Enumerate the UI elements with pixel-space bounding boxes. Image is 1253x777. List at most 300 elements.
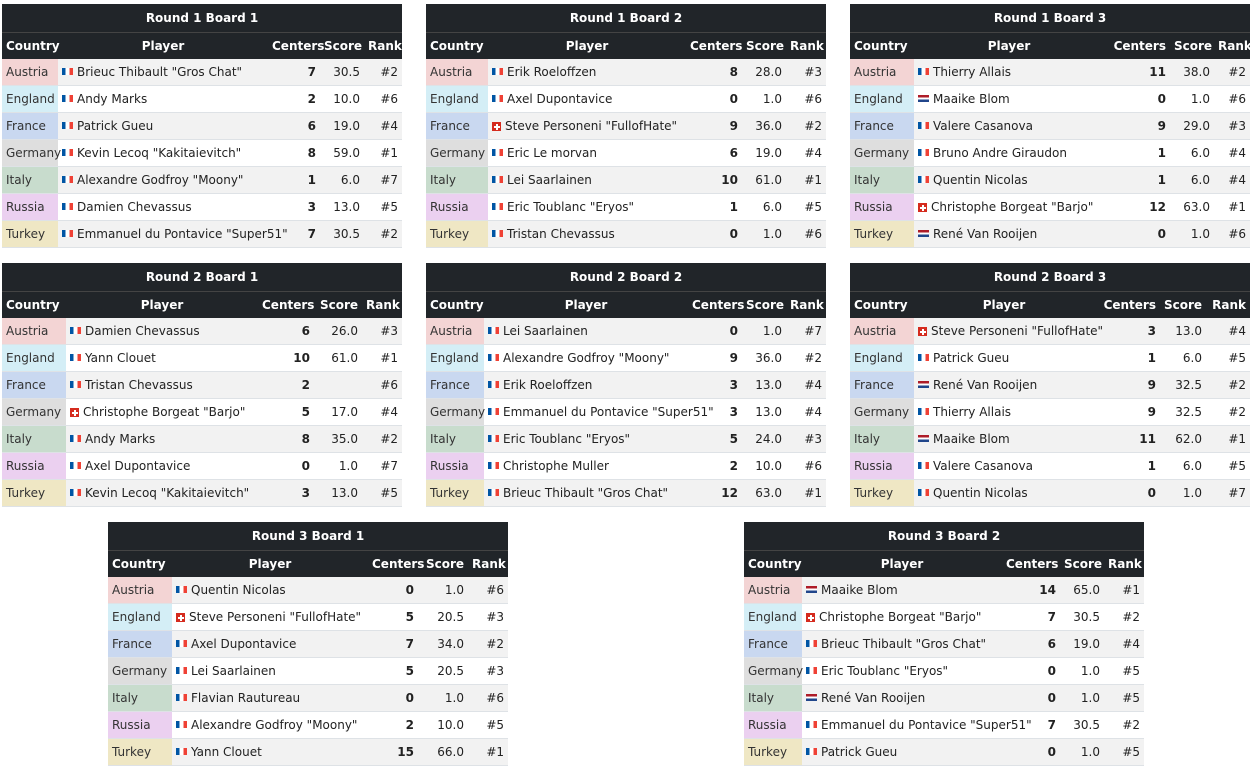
country-cell: Germany (2, 140, 58, 167)
column-header-country[interactable]: Country (108, 551, 172, 578)
score-cell: 66.0 (418, 739, 468, 766)
player-cell[interactable] (58, 113, 268, 140)
player-name[interactable]: Alexandre Godfroy "Moony" (191, 718, 358, 732)
centers-cell: 3 (688, 399, 742, 426)
score-cell: 26.0 (314, 318, 362, 345)
centers-cell: 5 (368, 604, 418, 631)
centers-cell: 3 (688, 372, 742, 399)
centers-cell: 10 (686, 167, 742, 194)
column-header-score[interactable]: Score (1170, 33, 1214, 60)
player-cell[interactable] (66, 345, 258, 372)
score-cell: 32.5 (1160, 399, 1206, 426)
column-header-centers[interactable]: Centers (688, 292, 742, 319)
column-header-player[interactable]: Player (172, 551, 368, 578)
rank-cell: #1 (364, 140, 402, 167)
rank-cell: #4 (1104, 631, 1144, 658)
centers-cell: 11 (1094, 426, 1160, 453)
rank-cell: #5 (1104, 739, 1144, 766)
player-cell[interactable] (488, 167, 686, 194)
rank-cell: #2 (1104, 712, 1144, 739)
score-cell: 6.0 (1170, 167, 1214, 194)
column-header-score[interactable]: Score (742, 33, 786, 60)
player-name[interactable]: Eric Le morvan (507, 146, 597, 160)
player-name[interactable]: Kevin Lecoq "Kakitaievitch" (77, 146, 242, 160)
column-header-rank[interactable]: Rank (1214, 33, 1250, 60)
player-name[interactable]: Tristan Chevassus (85, 378, 193, 392)
column-header-rank[interactable]: Rank (364, 33, 402, 60)
player-cell[interactable] (488, 86, 686, 113)
table-row (108, 712, 508, 739)
column-header-centers[interactable]: Centers (258, 292, 314, 319)
player-name[interactable]: Christophe Borgeat "Barjo" (931, 200, 1094, 214)
player-name[interactable]: René Van Rooijen (933, 378, 1038, 392)
player-name[interactable]: Axel Dupontavice (85, 459, 191, 473)
player-cell[interactable] (66, 426, 258, 453)
column-header-country[interactable]: Country (426, 292, 484, 319)
score-cell: 13.0 (1160, 318, 1206, 345)
player-name[interactable]: Tristan Chevassus (507, 227, 615, 241)
player-name[interactable]: Erik Roeloffzen (507, 65, 597, 79)
player-name[interactable]: Christophe Borgeat "Barjo" (819, 610, 982, 624)
player-name[interactable]: Christophe Muller (503, 459, 609, 473)
player-name[interactable]: Yann Clouet (85, 351, 156, 365)
country-cell: Germany (426, 140, 488, 167)
rank-cell: #3 (468, 658, 508, 685)
country-cell: Austria (850, 59, 914, 86)
player-name[interactable]: Valere Casanova (933, 459, 1033, 473)
score-cell: 6.0 (1160, 453, 1206, 480)
country-cell: Turkey (108, 739, 172, 766)
column-header-player[interactable]: Player (66, 292, 258, 319)
player-name[interactable]: Erik Roeloffzen (503, 378, 593, 392)
table-row (2, 140, 402, 167)
country-cell: France (850, 113, 914, 140)
player-cell[interactable] (914, 194, 1104, 221)
score-cell: 1.0 (742, 221, 786, 248)
score-cell: 10.0 (320, 86, 364, 113)
rank-cell: #1 (786, 480, 826, 507)
column-header-rank[interactable]: Rank (786, 292, 826, 319)
score-cell: 6.0 (1170, 140, 1214, 167)
flag-nl-icon (918, 381, 929, 388)
player-cell[interactable] (484, 318, 688, 345)
column-header-country[interactable]: Country (744, 551, 802, 578)
player-cell[interactable] (914, 426, 1094, 453)
flag-fr-icon (176, 721, 187, 728)
player-name[interactable]: Quentin Nicolas (933, 486, 1028, 500)
score-cell: 1.0 (1170, 221, 1214, 248)
board-title: Round 3 Board 1 (108, 522, 508, 551)
rank-cell: #7 (364, 167, 402, 194)
player-name[interactable]: Quentin Nicolas (933, 173, 1028, 187)
table-row (850, 426, 1250, 453)
player-name[interactable]: Emmanuel du Pontavice "Super51" (821, 718, 1032, 732)
centers-cell: 6 (1002, 631, 1060, 658)
flag-fr-icon (488, 381, 499, 388)
centers-cell: 5 (258, 399, 314, 426)
player-cell[interactable] (484, 399, 714, 426)
country-cell: France (744, 631, 802, 658)
column-header-player[interactable]: Player (802, 551, 1002, 578)
rank-cell: #1 (786, 167, 826, 194)
player-name[interactable]: Axel Dupontavice (191, 637, 297, 651)
column-header-player[interactable]: Player (58, 33, 268, 60)
player-name[interactable]: Maaike Blom (821, 583, 898, 597)
rank-cell: #3 (362, 318, 402, 345)
table-row (2, 426, 402, 453)
column-header-player[interactable]: Player (914, 292, 1094, 319)
score-cell: 6.0 (742, 194, 786, 221)
player-cell[interactable] (172, 631, 368, 658)
country-cell: France (426, 113, 488, 140)
player-cell[interactable] (484, 426, 688, 453)
player-name[interactable]: Bruno Andre Giraudon (933, 146, 1067, 160)
player-cell[interactable] (802, 577, 1002, 604)
table-row (850, 113, 1250, 140)
column-header-score[interactable]: Score (742, 292, 786, 319)
centers-cell: 9 (1104, 113, 1170, 140)
player-name[interactable]: Maaike Blom (933, 432, 1010, 446)
player-cell[interactable] (484, 453, 688, 480)
country-cell: Germany (108, 658, 172, 685)
column-header-country[interactable]: Country (2, 33, 58, 60)
player-cell[interactable] (914, 86, 1104, 113)
player-name[interactable]: Lei Saarlainen (191, 664, 276, 678)
score-cell: 1.0 (418, 577, 468, 604)
table-row (2, 480, 402, 507)
rank-cell: #3 (468, 604, 508, 631)
player-cell[interactable] (802, 631, 1002, 658)
player-name[interactable]: Steve Personeni "FullofHate" (505, 119, 678, 133)
player-cell[interactable] (914, 453, 1094, 480)
flag-fr-icon (492, 95, 503, 102)
flag-fr-icon (70, 327, 81, 334)
board-title: Round 1 Board 1 (2, 4, 402, 33)
column-header-country[interactable]: Country (426, 33, 488, 60)
column-header-score[interactable]: Score (1160, 292, 1206, 319)
player-cell[interactable] (914, 480, 1094, 507)
rank-cell: #5 (364, 194, 402, 221)
score-cell: 1.0 (1060, 739, 1104, 766)
board-title: Round 2 Board 2 (426, 263, 826, 292)
player-name[interactable]: Andy Marks (77, 92, 148, 106)
player-cell[interactable] (66, 399, 258, 426)
player-cell[interactable] (914, 399, 1094, 426)
score-cell: 36.0 (742, 345, 786, 372)
player-name[interactable]: Steve Personeni "FullofHate" (189, 610, 362, 624)
table-row (2, 113, 402, 140)
flag-nl-icon (918, 230, 929, 237)
score-cell: 19.0 (320, 113, 364, 140)
player-cell[interactable] (58, 167, 268, 194)
player-name[interactable]: Patrick Gueu (77, 119, 154, 133)
table-row (2, 345, 402, 372)
player-name[interactable]: Valere Casanova (933, 119, 1033, 133)
player-name[interactable]: Patrick Gueu (821, 745, 898, 759)
country-cell: Turkey (426, 221, 488, 248)
country-cell: England (850, 86, 914, 113)
table-row (108, 631, 508, 658)
table-row (426, 86, 826, 113)
country-cell: England (2, 86, 58, 113)
table-row (2, 59, 402, 86)
centers-cell: 2 (688, 453, 742, 480)
flag-ch-icon (918, 327, 927, 336)
column-header-country[interactable]: Country (850, 292, 914, 319)
flag-fr-icon (918, 176, 929, 183)
player-name[interactable]: Lei Saarlainen (507, 173, 592, 187)
player-name[interactable]: Maaike Blom (933, 92, 1010, 106)
rank-cell: #5 (786, 194, 826, 221)
table-row (850, 86, 1250, 113)
player-cell[interactable] (172, 739, 368, 766)
column-header-centers[interactable]: Centers (1104, 33, 1170, 60)
player-name[interactable]: Brieuc Thibault "Gros Chat" (821, 637, 987, 651)
player-cell[interactable] (914, 221, 1104, 248)
country-cell: Germany (850, 140, 914, 167)
rank-cell: #2 (1206, 399, 1250, 426)
column-header-score[interactable]: Score (1060, 551, 1104, 578)
table-row (744, 604, 1144, 631)
column-header-centers[interactable]: Centers (1094, 292, 1160, 319)
flag-fr-icon (492, 68, 503, 75)
table-row (426, 59, 826, 86)
player-cell[interactable] (802, 658, 1002, 685)
flag-nl-icon (806, 694, 817, 701)
centers-cell: 9 (686, 113, 742, 140)
score-cell: 1.0 (1060, 658, 1104, 685)
player-cell[interactable] (484, 345, 688, 372)
player-cell[interactable] (802, 685, 1002, 712)
player-cell[interactable] (488, 140, 686, 167)
centers-cell: 12 (688, 480, 742, 507)
player-cell[interactable] (172, 604, 368, 631)
column-header-rank[interactable]: Rank (468, 551, 508, 578)
player-cell[interactable] (66, 372, 258, 399)
score-cell: 20.5 (418, 604, 468, 631)
player-name[interactable]: Quentin Nicolas (191, 583, 286, 597)
centers-cell: 5 (688, 426, 742, 453)
column-header-player[interactable]: Player (484, 292, 688, 319)
player-cell[interactable] (802, 604, 1002, 631)
rank-cell: #7 (1206, 480, 1250, 507)
centers-cell: 0 (686, 86, 742, 113)
country-cell: France (2, 113, 58, 140)
country-cell: Italy (426, 167, 488, 194)
player-name[interactable]: Damien Chevassus (85, 324, 200, 338)
player-name[interactable]: Flavian Rautureau (191, 691, 301, 705)
player-name[interactable]: Patrick Gueu (933, 351, 1010, 365)
player-cell[interactable] (66, 318, 258, 345)
player-cell[interactable] (172, 685, 368, 712)
table-row (744, 739, 1144, 766)
player-name[interactable]: Christophe Borgeat "Barjo" (83, 405, 246, 419)
player-cell[interactable] (488, 59, 686, 86)
score-cell: 6.0 (1160, 345, 1206, 372)
player-cell[interactable] (914, 167, 1104, 194)
player-name[interactable]: Yann Clouet (191, 745, 262, 759)
player-cell[interactable] (802, 712, 1032, 739)
player-name[interactable]: Emmanuel du Pontavice "Super51" (77, 227, 288, 241)
score-cell: 34.0 (418, 631, 468, 658)
player-name[interactable]: Damien Chevassus (77, 200, 192, 214)
flag-nl-icon (918, 435, 929, 442)
player-cell[interactable] (488, 194, 686, 221)
player-cell[interactable] (58, 140, 268, 167)
player-name[interactable]: Kevin Lecoq "Kakitaievitch" (85, 486, 250, 500)
score-cell: 1.0 (418, 685, 468, 712)
player-cell[interactable] (58, 86, 268, 113)
country-cell: Germany (850, 399, 914, 426)
player-cell[interactable] (66, 453, 258, 480)
player-cell[interactable] (172, 658, 368, 685)
country-cell: England (426, 345, 484, 372)
player-cell[interactable] (484, 480, 688, 507)
player-name[interactable]: Eric Toublanc "Eryos" (507, 200, 635, 214)
player-name[interactable]: Brieuc Thibault "Gros Chat" (77, 65, 243, 79)
centers-cell: 0 (258, 453, 314, 480)
centers-cell: 3 (268, 194, 320, 221)
player-name[interactable]: René Van Rooijen (933, 227, 1038, 241)
player-cell[interactable] (66, 480, 258, 507)
player-cell[interactable] (914, 345, 1094, 372)
player-name[interactable]: Andy Marks (85, 432, 156, 446)
column-header-rank[interactable]: Rank (1104, 551, 1144, 578)
column-header-country[interactable]: Country (2, 292, 66, 319)
player-cell[interactable] (802, 739, 1002, 766)
player-name[interactable]: Alexandre Godfroy "Moony" (503, 351, 670, 365)
centers-cell: 0 (688, 318, 742, 345)
column-header-score[interactable]: Score (314, 292, 362, 319)
player-cell[interactable] (488, 221, 686, 248)
table-row (850, 194, 1250, 221)
player-name[interactable]: Eric Toublanc "Eryos" (821, 664, 949, 678)
player-cell[interactable] (914, 113, 1104, 140)
player-cell[interactable] (172, 712, 368, 739)
rank-cell: #6 (1214, 221, 1250, 248)
column-header-country[interactable]: Country (850, 33, 914, 60)
column-header-centers[interactable]: Centers (1002, 551, 1060, 578)
centers-cell: 3 (258, 480, 314, 507)
column-header-rank[interactable]: Rank (786, 33, 826, 60)
flag-fr-icon (176, 694, 187, 701)
column-header-score[interactable]: Score (320, 33, 364, 60)
flag-fr-icon (62, 230, 73, 237)
player-name[interactable]: Emmanuel du Pontavice "Super51" (503, 405, 714, 419)
centers-cell: 3 (1094, 318, 1160, 345)
centers-cell: 7 (268, 59, 320, 86)
table-row (426, 140, 826, 167)
rank-cell: #1 (362, 345, 402, 372)
table-row (850, 345, 1250, 372)
centers-cell: 0 (1002, 658, 1060, 685)
score-cell: 35.0 (314, 426, 362, 453)
board-table (426, 263, 826, 507)
country-cell: Italy (2, 426, 66, 453)
player-cell[interactable] (914, 140, 1104, 167)
column-header-score[interactable]: Score (418, 551, 468, 578)
flag-fr-icon (806, 721, 817, 728)
country-cell: France (2, 372, 66, 399)
flag-fr-icon (918, 122, 929, 129)
score-cell: 1.0 (1170, 86, 1214, 113)
flag-fr-icon (62, 149, 73, 156)
flag-nl-icon (806, 586, 817, 593)
player-name[interactable]: Steve Personeni "FullofHate" (931, 324, 1104, 338)
country-cell: England (108, 604, 172, 631)
score-cell: 32.5 (1160, 372, 1206, 399)
country-cell: Russia (2, 194, 58, 221)
flag-fr-icon (62, 203, 73, 210)
country-cell: Austria (2, 318, 66, 345)
player-cell[interactable] (488, 113, 686, 140)
country-cell: Italy (850, 426, 914, 453)
player-cell[interactable] (914, 372, 1094, 399)
centers-cell: 8 (268, 140, 320, 167)
score-cell: 1.0 (1160, 480, 1206, 507)
player-cell[interactable] (58, 221, 288, 248)
table-row (744, 685, 1144, 712)
country-cell: Russia (850, 453, 914, 480)
column-header-centers[interactable]: Centers (268, 33, 320, 60)
rank-cell: #4 (1214, 167, 1250, 194)
rank-cell: #6 (364, 86, 402, 113)
player-name[interactable]: Alexandre Godfroy "Moony" (77, 173, 244, 187)
player-cell[interactable] (484, 372, 688, 399)
centers-cell: 1 (686, 194, 742, 221)
column-header-rank[interactable]: Rank (1206, 292, 1250, 319)
column-header-centers[interactable]: Centers (686, 33, 742, 60)
flag-fr-icon (488, 435, 499, 442)
player-name[interactable]: René Van Rooijen (821, 691, 926, 705)
player-cell[interactable] (914, 59, 1104, 86)
rank-cell: #7 (362, 453, 402, 480)
player-cell[interactable] (914, 318, 1104, 345)
column-header-rank[interactable]: Rank (362, 292, 402, 319)
player-cell[interactable] (58, 194, 268, 221)
player-name[interactable]: Brieuc Thibault "Gros Chat" (503, 486, 669, 500)
board-table (850, 4, 1250, 248)
player-name[interactable]: Eric Toublanc "Eryos" (503, 432, 631, 446)
table-row (426, 426, 826, 453)
player-name[interactable]: Axel Dupontavice (507, 92, 613, 106)
score-cell: 20.5 (418, 658, 468, 685)
board-title: Round 1 Board 2 (426, 4, 826, 33)
column-header-centers[interactable]: Centers (368, 551, 418, 578)
table-row (426, 453, 826, 480)
flag-fr-icon (918, 354, 929, 361)
column-header-player[interactable]: Player (914, 33, 1104, 60)
table-row (2, 167, 402, 194)
rank-cell: #3 (786, 426, 826, 453)
player-name[interactable]: Lei Saarlainen (503, 324, 588, 338)
player-cell[interactable] (58, 59, 268, 86)
flag-fr-icon (488, 408, 499, 415)
rank-cell: #2 (364, 221, 402, 248)
country-cell: Italy (850, 167, 914, 194)
flag-nl-icon (918, 95, 929, 102)
column-header-player[interactable]: Player (488, 33, 686, 60)
score-cell: 30.5 (320, 221, 364, 248)
country-cell: Turkey (744, 739, 802, 766)
rank-cell: #4 (362, 399, 402, 426)
table-row (850, 318, 1250, 345)
player-cell[interactable] (172, 577, 368, 604)
player-name[interactable]: Thierry Allais (933, 405, 1012, 419)
player-name[interactable]: Thierry Allais (933, 65, 1012, 79)
country-cell: Turkey (850, 221, 914, 248)
country-cell: Austria (850, 318, 914, 345)
